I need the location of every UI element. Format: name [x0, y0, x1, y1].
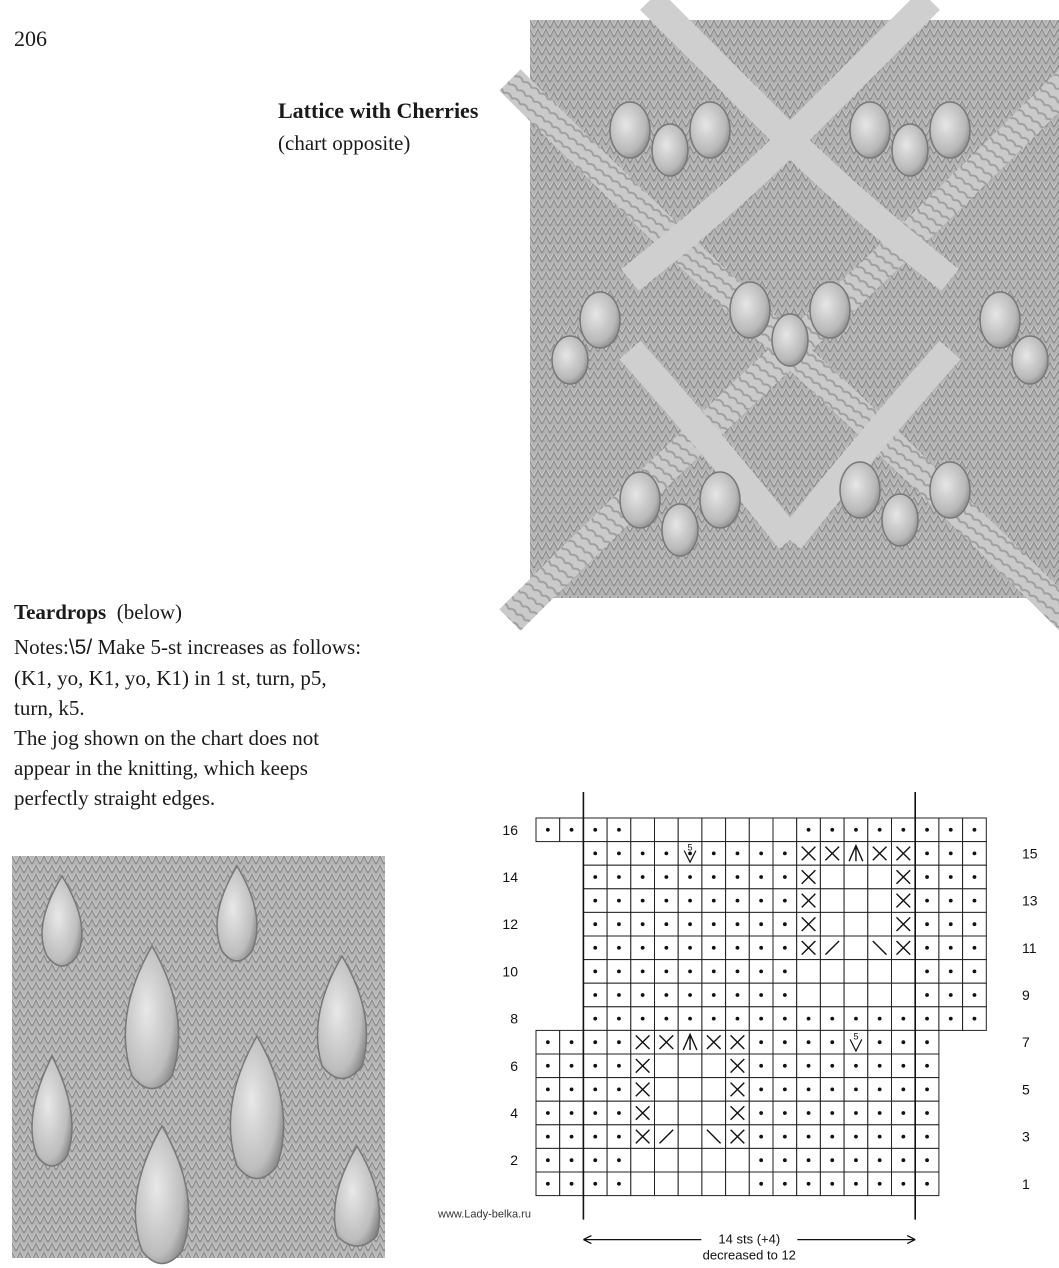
purl-dot: [854, 1017, 858, 1021]
purl-dot: [736, 1017, 740, 1021]
purl-dot: [593, 1135, 597, 1139]
chart-cell: [844, 865, 868, 889]
purl-dot: [925, 1017, 929, 1021]
right-row-label: 7: [1022, 1034, 1030, 1051]
purl-dot: [546, 1064, 550, 1068]
purl-dot: [783, 1064, 787, 1068]
purl-dot: [617, 828, 621, 832]
purl-dot: [830, 1111, 834, 1115]
purl-dot: [546, 1088, 550, 1092]
purl-dot: [949, 828, 953, 832]
purl-dot: [593, 1064, 597, 1068]
purl-dot: [617, 852, 621, 856]
chart-cell: [868, 889, 892, 913]
purl-dot: [664, 946, 668, 950]
purl-dot: [712, 875, 716, 879]
chart-cell: [820, 889, 844, 913]
purl-dot: [593, 946, 597, 950]
purl-dot: [688, 946, 692, 950]
purl-dot: [807, 1135, 811, 1139]
purl-dot: [925, 1111, 929, 1115]
chart-cell: [844, 983, 868, 1007]
chart-cell: [678, 1054, 702, 1078]
purl-dot: [617, 1088, 621, 1092]
purl-dot: [878, 1135, 882, 1139]
purl-dot: [901, 1135, 905, 1139]
chart-cell: [844, 960, 868, 984]
notes-line-2: (K1, yo, K1, yo, K1) in 1 st, turn, p5,: [14, 666, 327, 690]
right-row-label: 15: [1022, 845, 1038, 862]
chart-cell: [726, 818, 750, 842]
purl-dot: [973, 922, 977, 926]
purl-dot: [759, 1111, 763, 1115]
purl-dot: [570, 1182, 574, 1186]
purl-dot: [783, 1088, 787, 1092]
purl-dot: [925, 875, 929, 879]
purl-dot: [901, 1111, 905, 1115]
chart-cell: [655, 1172, 679, 1196]
chart-cell: [655, 1148, 679, 1172]
purl-dot: [807, 1182, 811, 1186]
purl-dot: [641, 1017, 645, 1021]
notes-line-5: appear in the knitting, which keeps: [14, 756, 308, 780]
purl-dot: [783, 946, 787, 950]
purl-dot: [854, 1182, 858, 1186]
purl-dot: [949, 922, 953, 926]
purl-dot: [570, 828, 574, 832]
purl-dot: [783, 993, 787, 997]
purl-dot: [878, 828, 882, 832]
purl-dot: [925, 1182, 929, 1186]
purl-dot: [759, 970, 763, 974]
purl-dot: [664, 899, 668, 903]
purl-dot: [546, 1040, 550, 1044]
purl-dot: [641, 899, 645, 903]
chart-cell: [773, 818, 797, 842]
purl-dot: [807, 1040, 811, 1044]
purl-dot: [570, 1135, 574, 1139]
purl-dot: [593, 1158, 597, 1162]
purl-dot: [925, 970, 929, 974]
purl-dot: [617, 993, 621, 997]
chart-cell: [892, 983, 916, 1007]
purl-dot: [949, 1017, 953, 1021]
purl-dot: [830, 1088, 834, 1092]
purl-dot: [949, 875, 953, 879]
purl-dot: [688, 875, 692, 879]
purl-dot: [759, 993, 763, 997]
purl-dot: [759, 1158, 763, 1162]
purl-dot: [736, 852, 740, 856]
purl-dot: [807, 1088, 811, 1092]
purl-dot: [617, 1158, 621, 1162]
purl-dot: [878, 1017, 882, 1021]
purl-dot: [759, 1017, 763, 1021]
purl-dot: [925, 1135, 929, 1139]
chart-cell: [678, 1172, 702, 1196]
chart-cell: [655, 818, 679, 842]
chart-cell: [820, 865, 844, 889]
purl-dot: [854, 1158, 858, 1162]
purl-dot: [783, 1182, 787, 1186]
purl-dot: [570, 1064, 574, 1068]
chart-cell: [678, 818, 702, 842]
purl-dot: [593, 828, 597, 832]
purl-dot: [925, 828, 929, 832]
purl-dot: [949, 970, 953, 974]
purl-dot: [783, 1017, 787, 1021]
purl-dot: [593, 1088, 597, 1092]
purl-dot: [736, 899, 740, 903]
purl-dot: [901, 1040, 905, 1044]
purl-dot: [617, 922, 621, 926]
purl-dot: [949, 946, 953, 950]
teardrops-title-note: (below): [116, 600, 183, 624]
notes-line-1: Make 5-st increases as follows:: [97, 635, 362, 659]
increase-digit: 5: [853, 1031, 859, 1042]
purl-dot: [783, 1135, 787, 1139]
purl-dot: [925, 1064, 929, 1068]
chart-cell: [868, 865, 892, 889]
purl-dot: [783, 899, 787, 903]
chart-cell: [702, 1078, 726, 1102]
chart-cell: [820, 983, 844, 1007]
purl-dot: [593, 899, 597, 903]
purl-dot: [593, 1111, 597, 1115]
purl-dot: [807, 1017, 811, 1021]
purl-dot: [617, 899, 621, 903]
purl-dot: [736, 993, 740, 997]
purl-dot: [807, 828, 811, 832]
chart-cell: [844, 936, 868, 960]
purl-dot: [973, 1017, 977, 1021]
purl-dot: [546, 1158, 550, 1162]
chart-cell: [726, 1172, 750, 1196]
chart-cell: [726, 1148, 750, 1172]
purl-dot: [807, 1064, 811, 1068]
chart-cell: [678, 1101, 702, 1125]
purl-dot: [878, 1111, 882, 1115]
purl-dot: [807, 1158, 811, 1162]
purl-dot: [759, 1040, 763, 1044]
notes-line-3: turn, k5.: [14, 696, 85, 720]
purl-dot: [783, 852, 787, 856]
teardrops-photo: [12, 856, 385, 1258]
purl-dot: [617, 970, 621, 974]
chart-cell: [655, 1078, 679, 1102]
purl-dot: [593, 1040, 597, 1044]
purl-dot: [901, 1088, 905, 1092]
pattern-subtitle-lattice: (chart opposite): [278, 131, 411, 155]
purl-dot: [878, 1088, 882, 1092]
purl-dot: [641, 993, 645, 997]
purl-dot: [570, 1088, 574, 1092]
chart-cell: [797, 960, 821, 984]
chart-cell: [631, 1172, 655, 1196]
purl-dot: [925, 946, 929, 950]
left-row-label: 4: [510, 1105, 518, 1121]
purl-dot: [617, 1064, 621, 1068]
purl-dot: [664, 993, 668, 997]
purl-dot: [759, 1088, 763, 1092]
purl-dot: [759, 1135, 763, 1139]
purl-dot: [759, 875, 763, 879]
purl-dot: [807, 1111, 811, 1115]
purl-dot: [593, 993, 597, 997]
purl-dot: [925, 899, 929, 903]
purl-dot: [830, 1040, 834, 1044]
chart-cell: [631, 818, 655, 842]
right-row-label: 3: [1022, 1128, 1030, 1145]
chart-cell: [702, 1172, 726, 1196]
purl-dot: [688, 993, 692, 997]
purl-dot: [617, 1111, 621, 1115]
notes-line-4: The jog shown on the chart does not: [14, 726, 320, 750]
purl-dot: [617, 1135, 621, 1139]
purl-dot: [736, 922, 740, 926]
teardrops-chart: [430, 780, 1059, 1263]
purl-dot: [973, 852, 977, 856]
purl-dot: [641, 970, 645, 974]
chart-cell: [678, 1148, 702, 1172]
chart-cell: [844, 889, 868, 913]
purl-dot: [736, 875, 740, 879]
purl-dot: [925, 1158, 929, 1162]
purl-dot: [901, 828, 905, 832]
increase-digit: 5: [687, 842, 693, 853]
decrease-label: decreased to 12: [702, 1247, 796, 1263]
purl-dot: [925, 993, 929, 997]
purl-dot: [973, 946, 977, 950]
purl-dot: [783, 1040, 787, 1044]
purl-dot: [854, 828, 858, 832]
lattice-with-cherries-photo: [530, 20, 1059, 598]
chart-cell: [892, 960, 916, 984]
notes-line-6: perfectly straight edges.: [14, 786, 216, 810]
purl-dot: [759, 899, 763, 903]
purl-dot: [973, 875, 977, 879]
purl-dot: [878, 1158, 882, 1162]
purl-dot: [854, 1135, 858, 1139]
pattern-title-teardrops: [14, 600, 182, 625]
purl-dot: [688, 922, 692, 926]
increase-symbol: \5/: [68, 636, 93, 659]
right-row-label: 13: [1022, 892, 1038, 909]
left-row-label: 10: [502, 963, 518, 980]
page-number: 206: [14, 26, 47, 51]
purl-dot: [830, 1158, 834, 1162]
chart-cell: [868, 912, 892, 936]
purl-dot: [617, 946, 621, 950]
purl-dot: [736, 946, 740, 950]
purl-dot: [593, 1017, 597, 1021]
left-row-label: 16: [502, 821, 518, 838]
purl-dot: [593, 852, 597, 856]
purl-dot: [949, 993, 953, 997]
purl-dot: [759, 1064, 763, 1068]
purl-dot: [901, 1158, 905, 1162]
chart-cell: [868, 983, 892, 1007]
chart-cell: [820, 912, 844, 936]
purl-dot: [783, 922, 787, 926]
purl-dot: [854, 1111, 858, 1115]
purl-dot: [664, 922, 668, 926]
purl-dot: [570, 1040, 574, 1044]
left-row-label: 14: [502, 869, 518, 885]
right-row-label: 5: [1022, 1081, 1030, 1098]
chart-cell: [678, 1125, 702, 1149]
purl-dot: [712, 922, 716, 926]
purl-dot: [712, 1017, 716, 1021]
purl-dot: [783, 1111, 787, 1115]
purl-dot: [546, 1135, 550, 1139]
purl-dot: [664, 1017, 668, 1021]
watermark: www.Lady-belka.ru: [438, 1208, 531, 1221]
purl-dot: [854, 1088, 858, 1092]
purl-dot: [783, 875, 787, 879]
purl-dot: [641, 922, 645, 926]
purl-dot: [712, 993, 716, 997]
purl-dot: [570, 1158, 574, 1162]
purl-dot: [641, 946, 645, 950]
purl-dot: [949, 899, 953, 903]
purl-dot: [973, 828, 977, 832]
right-row-label: 1: [1022, 1175, 1030, 1192]
purl-dot: [617, 875, 621, 879]
chart-cell: [702, 1101, 726, 1125]
purl-dot: [593, 1182, 597, 1186]
stitch-count-label: 14 sts (+4): [718, 1231, 781, 1247]
purl-dot: [664, 875, 668, 879]
purl-dot: [783, 1158, 787, 1162]
purl-dot: [570, 1111, 574, 1115]
purl-dot: [664, 852, 668, 856]
teardrops-title: Teardrops: [14, 600, 107, 624]
chart-cell: [868, 960, 892, 984]
purl-dot: [830, 1182, 834, 1186]
chart-cell: [820, 960, 844, 984]
right-row-label: 9: [1022, 987, 1030, 1003]
purl-dot: [901, 1064, 905, 1068]
purl-dot: [878, 1182, 882, 1186]
chart-cell: [702, 818, 726, 842]
purl-dot: [546, 828, 550, 832]
purl-dot: [830, 828, 834, 832]
purl-dot: [925, 1088, 929, 1092]
pattern-title-lattice: Lattice with Cherries: [278, 98, 479, 123]
chart-cell: [655, 1054, 679, 1078]
purl-dot: [593, 970, 597, 974]
purl-dot: [546, 1111, 550, 1115]
right-row-label: 11: [1022, 939, 1037, 956]
purl-dot: [759, 946, 763, 950]
purl-dot: [712, 970, 716, 974]
chart-cell: [678, 1078, 702, 1102]
notes-label: Notes:: [14, 635, 69, 659]
purl-dot: [783, 970, 787, 974]
chart-cell: [655, 1101, 679, 1125]
purl-dot: [712, 852, 716, 856]
purl-dot: [688, 1017, 692, 1021]
purl-dot: [641, 875, 645, 879]
left-row-label: 6: [510, 1057, 518, 1074]
teardrops-notes: [14, 632, 424, 813]
left-row-label: 12: [502, 916, 518, 933]
purl-dot: [641, 852, 645, 856]
purl-dot: [973, 970, 977, 974]
purl-dot: [901, 1017, 905, 1021]
purl-dot: [878, 1040, 882, 1044]
purl-dot: [949, 852, 953, 856]
purl-dot: [688, 970, 692, 974]
chart-cell: [797, 983, 821, 1007]
purl-dot: [617, 1040, 621, 1044]
purl-dot: [759, 852, 763, 856]
chart-cell: [631, 1148, 655, 1172]
purl-dot: [973, 993, 977, 997]
purl-dot: [593, 875, 597, 879]
purl-dot: [973, 899, 977, 903]
purl-dot: [617, 1017, 621, 1021]
purl-dot: [736, 970, 740, 974]
purl-dot: [830, 1135, 834, 1139]
purl-dot: [925, 1040, 929, 1044]
purl-dot: [664, 970, 668, 974]
left-row-label: 8: [510, 1010, 518, 1027]
purl-dot: [854, 1064, 858, 1068]
purl-dot: [830, 1017, 834, 1021]
purl-dot: [593, 922, 597, 926]
purl-dot: [878, 1064, 882, 1068]
purl-dot: [925, 852, 929, 856]
purl-dot: [546, 1182, 550, 1186]
left-row-label: 2: [510, 1152, 518, 1169]
purl-dot: [925, 922, 929, 926]
purl-dot: [759, 1182, 763, 1186]
chart-cell: [702, 1054, 726, 1078]
purl-dot: [712, 946, 716, 950]
purl-dot: [759, 922, 763, 926]
purl-dot: [830, 1064, 834, 1068]
chart-cell: [749, 818, 773, 842]
purl-dot: [712, 899, 716, 903]
chart-cell: [844, 912, 868, 936]
purl-dot: [617, 1182, 621, 1186]
purl-dot: [901, 1182, 905, 1186]
purl-dot: [688, 899, 692, 903]
chart-cell: [702, 1148, 726, 1172]
